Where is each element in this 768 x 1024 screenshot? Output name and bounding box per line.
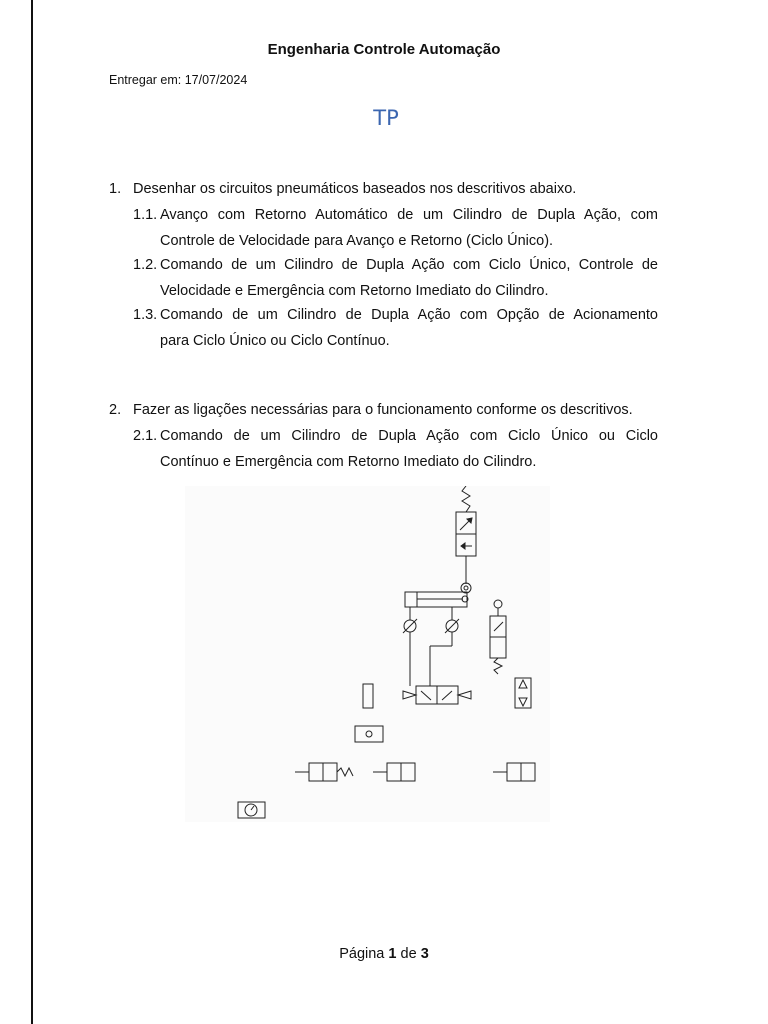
q2-1-number: 2.1. xyxy=(133,428,158,444)
q1-1-line2: Controle de Velocidade para Avanço e Retorno (Ciclo Único). xyxy=(160,233,554,249)
q1-2-number: 1.2. xyxy=(133,257,158,273)
assignment-heading: TP xyxy=(373,106,399,130)
footer-of-word: de xyxy=(400,946,417,962)
q1-3-number: 1.3. xyxy=(133,307,158,323)
page-footer xyxy=(0,946,768,962)
q2-1-line2: Contínuo e Emergência com Retorno Imediato do Cilindro. xyxy=(160,454,537,470)
q1-1-line1: Avanço com Retorno Automático de um Cilindro de Dupla Ação, com xyxy=(160,207,658,223)
q1-2-line1: Comando de um Cilindro de Dupla Ação com Ciclo Único, Controle de xyxy=(160,257,658,273)
q1-3-line2: para Ciclo Único ou Ciclo Contínuo. xyxy=(160,333,390,349)
due-date: Entregar em: 17/07/2024 xyxy=(109,73,248,87)
footer-page-number: 1 xyxy=(388,946,397,962)
left-margin-rule xyxy=(31,0,33,1024)
q2-number: 2. xyxy=(109,402,122,418)
q1-number: 1. xyxy=(109,181,122,197)
q1-2-line2: Velocidade e Emergência com Retorno Imediato do Cilindro. xyxy=(160,283,549,299)
footer-page-total: 3 xyxy=(420,946,429,962)
course-title: Engenharia Controle Automação xyxy=(267,41,501,58)
q2-text: Fazer as ligações necessárias para o funcionamento conforme os descritivos. xyxy=(133,402,633,418)
q1-3-line1: Comando de um Cilindro de Dupla Ação com Opção de Acionamento xyxy=(160,307,658,323)
q1-1-number: 1.1. xyxy=(133,207,158,223)
q2-1-line1: Comando de um Cilindro de Dupla Ação com Ciclo Único ou Ciclo xyxy=(160,428,658,444)
pneumatic-circuit-diagram xyxy=(185,486,550,822)
q1-text: Desenhar os circuitos pneumáticos baseados nos descritivos abaixo. xyxy=(133,181,577,197)
footer-page-word: Página xyxy=(339,946,385,962)
